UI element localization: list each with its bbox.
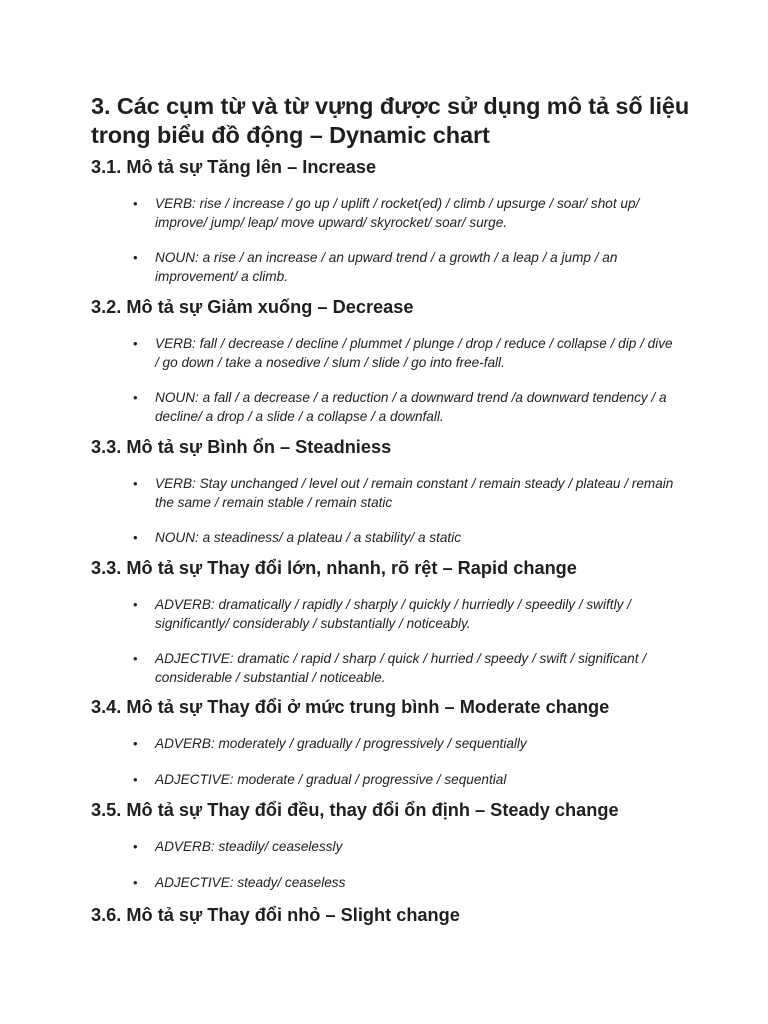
bullet-icon: • xyxy=(133,736,138,751)
list-item xyxy=(91,195,711,232)
section-steadiness xyxy=(91,436,711,548)
page-title: 3. Các cụm từ và từ vựng được sử dụng mô tả số liệu trong biểu đồ động – Dynamic chart xyxy=(91,93,690,148)
section-heading: 3.6. Mô tả sự Thay đổi nhỏ – Slight change xyxy=(91,905,460,925)
bullet-icon: • xyxy=(133,597,138,612)
section-heading: 3.3. Mô tả sự Thay đổi lớn, nhanh, rõ rệt – Rapid change xyxy=(91,558,577,578)
list-item xyxy=(91,838,711,857)
section-increase xyxy=(91,156,711,286)
bullet-icon: • xyxy=(133,771,138,787)
bullet-icon: • xyxy=(133,839,138,854)
section-heading: 3.4. Mô tả sự Thay đổi ở mức trung bình – Moderate change xyxy=(91,697,610,717)
bullet-icon: • xyxy=(133,336,138,351)
bullet-list xyxy=(91,838,711,892)
list-item-text: NOUN: a rise / an increase / an upward trend / a growth / a leap / a jump / an improvement/ a climb. xyxy=(155,250,618,284)
section-heading: 3.2. Mô tả sự Giảm xuống – Decrease xyxy=(91,297,414,317)
list-item xyxy=(91,529,711,548)
list-item xyxy=(91,335,711,372)
bullet-list xyxy=(91,195,711,286)
bullet-icon: • xyxy=(133,476,138,491)
bullet-icon: • xyxy=(133,250,138,265)
section-moderate-change xyxy=(91,696,711,789)
bullet-icon: • xyxy=(133,651,138,666)
list-item-text: NOUN: a fall / a decrease / a reduction / a downward trend /a downward tendency / a decline/ a drop / a slide / a collapse / a downfall. xyxy=(155,390,667,424)
list-item-text: ADJECTIVE: steady/ ceaseless xyxy=(155,874,346,890)
bullet-list xyxy=(91,475,711,548)
list-item xyxy=(91,596,711,633)
section-steady-change xyxy=(91,799,711,892)
bullet-list xyxy=(91,735,711,789)
section-heading: 3.1. Mô tả sự Tăng lên – Increase xyxy=(91,157,377,177)
list-item-text: ADVERB: steadily/ ceaselessly xyxy=(155,839,343,854)
list-item-text: VERB: fall / decrease / decline / plummet / plunge / drop / reduce / collapse / dip / dive / go down / take a nosedive / slum / slide / go into free-fall. xyxy=(155,336,673,370)
list-item xyxy=(91,650,711,687)
list-item-text: NOUN: a steadiness/ a plateau / a stability/ a static xyxy=(155,530,462,545)
list-item-text: VERB: rise / increase / go up / uplift / rocket(ed) / climb / upsurge / soar/ shot up/ improve/ jump/ leap/ move upward/ skyrocket/ soar/ surge. xyxy=(155,196,640,230)
bullet-icon: • xyxy=(133,530,138,545)
section-heading: 3.3. Mô tả sự Bình ổn – Steadniess xyxy=(91,437,392,457)
list-item xyxy=(91,249,711,286)
list-item-text: ADJECTIVE: dramatic / rapid / sharp / quick / hurried / speedy / swift / significant / considerable / substantial / noticeable. xyxy=(155,651,647,685)
section-heading: 3.5. Mô tả sự Thay đổi đều, thay đổi ổn định – Steady change xyxy=(91,800,619,820)
bullet-list xyxy=(91,335,711,426)
list-item xyxy=(91,735,711,754)
list-item-text: ADVERB: dramatically / rapidly / sharply / quickly / hurriedly / speedily / swiftly / significantly/ considerably / substantially / noticeably. xyxy=(155,597,631,631)
list-item xyxy=(91,389,711,426)
list-item xyxy=(91,771,711,790)
section-decrease xyxy=(91,296,711,426)
list-item-text: VERB: Stay unchanged / level out / remain constant / remain steady / plateau / remain the same / remain stable / remain static xyxy=(155,476,674,510)
list-item xyxy=(91,874,711,893)
bullet-icon: • xyxy=(133,874,138,890)
section-rapid-change xyxy=(91,557,711,687)
list-item-text: ADVERB: moderately / gradually / progressively / sequentially xyxy=(155,736,527,751)
bullet-icon: • xyxy=(133,390,138,405)
section-slight-change xyxy=(91,904,711,926)
list-item xyxy=(91,475,711,512)
bullet-list xyxy=(91,596,711,687)
list-item-text: ADJECTIVE: moderate / gradual / progressive / sequential xyxy=(155,771,507,787)
bullet-icon: • xyxy=(133,196,138,211)
